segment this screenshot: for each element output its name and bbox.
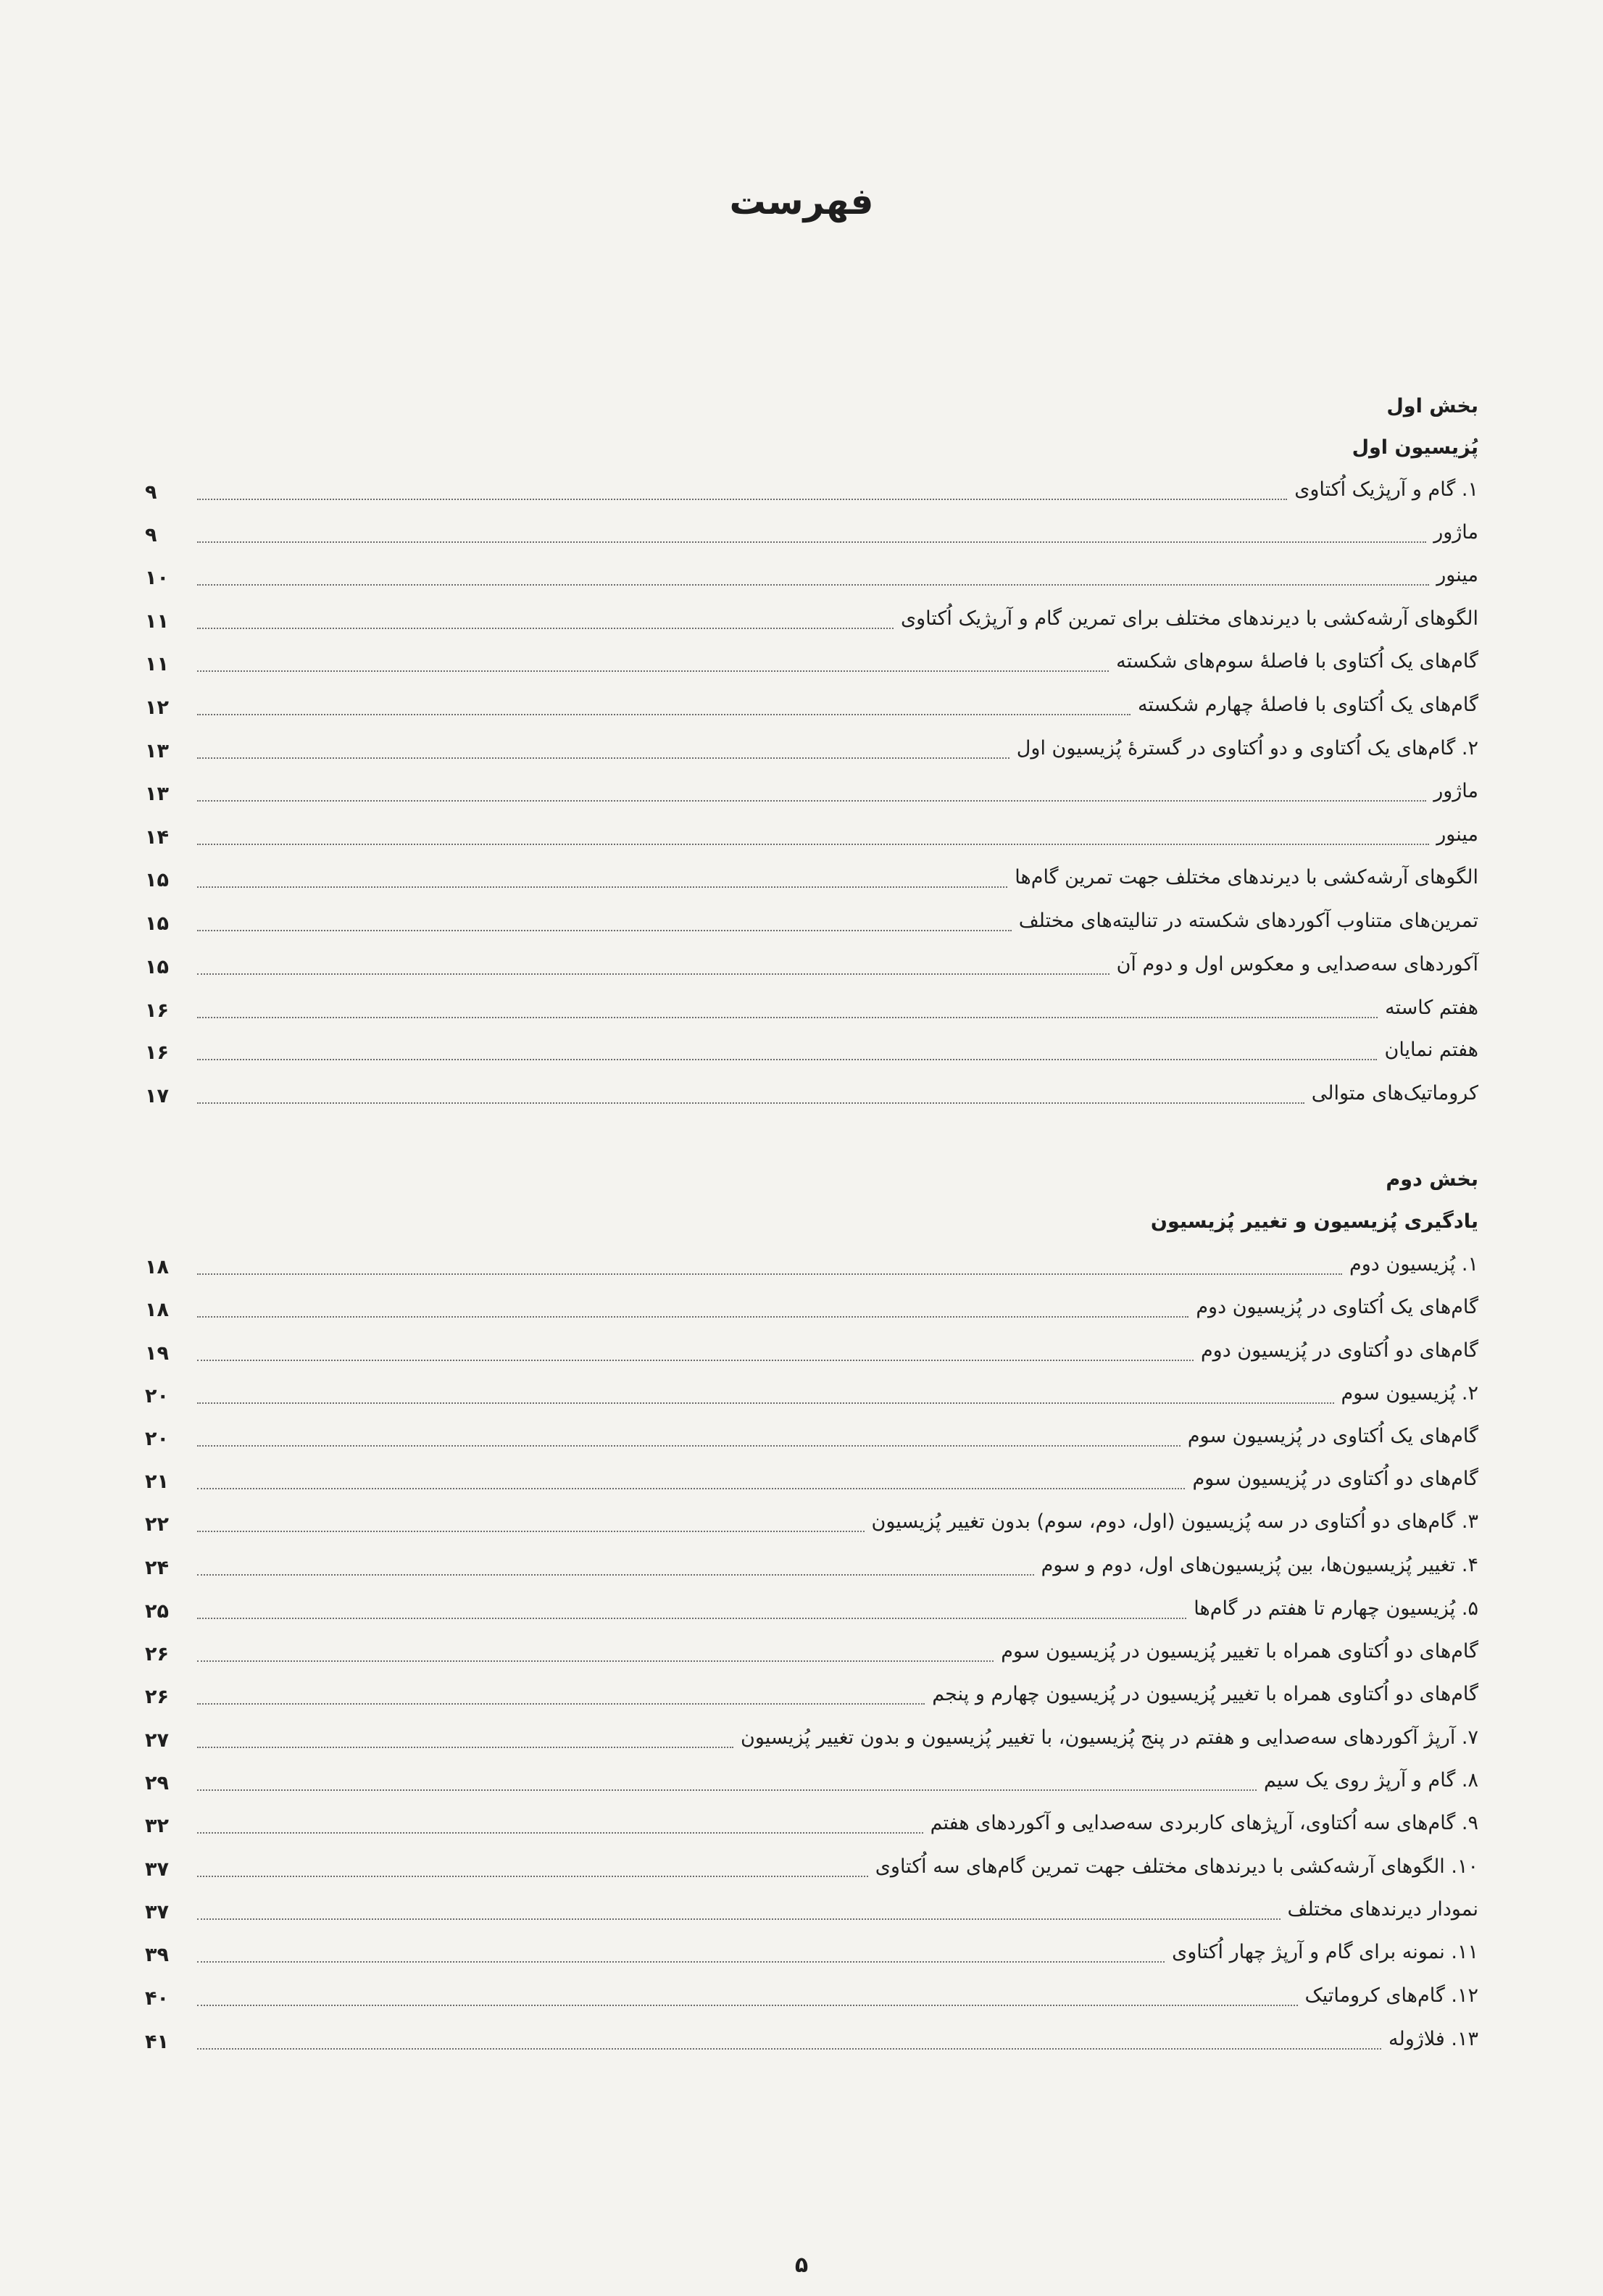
dot-leader: [197, 1402, 1334, 1404]
dot-leader: [197, 844, 1429, 845]
toc-entry-page-number: ۱۱: [145, 610, 169, 633]
dot-leader: [197, 714, 1131, 715]
toc-entry: [145, 549, 1478, 593]
dot-leader: [197, 670, 1109, 672]
toc-entry-label: ۱۲. گام‌های کروماتیک: [1304, 1984, 1478, 2007]
toc-entry-label: ۱. گام و آرپژیک اُکتاوی: [1294, 478, 1478, 501]
toc-entry-page-number: ۲۰: [145, 1385, 169, 1407]
toc-entry: [145, 507, 1478, 550]
toc-entry: [145, 1970, 1478, 2013]
toc-entry: [145, 1884, 1478, 1927]
section-heading: [145, 380, 1478, 424]
toc-entry: [145, 1712, 1478, 1755]
dot-leader: [197, 1618, 1186, 1619]
dot-leader: [197, 800, 1426, 802]
toc-entry-label: ۳. گام‌های دو اُکتاوی در سه پُزیسیون (اول، دوم، سوم) بدون تغییر پُزیسیون: [871, 1510, 1478, 1533]
toc-entry-page-number: ۲۷: [145, 1729, 169, 1752]
section-subheading-label: یادگیری پُزیسیون و تغییر پُزیسیون: [1150, 1210, 1478, 1233]
toc-entry-label: ۹. گام‌های سه اُکتاوی، آرپژهای کاربردی سه‌صدایی و آکوردهای هفتم: [930, 1812, 1478, 1834]
toc-entry: [145, 1068, 1478, 1111]
section-heading-label: بخش دوم: [1386, 1168, 1478, 1191]
dot-leader: [197, 628, 894, 629]
toc-entry-label: مینور: [1436, 823, 1478, 846]
dot-leader: [197, 1316, 1188, 1318]
dot-leader: [197, 1832, 923, 1834]
section-heading-label: بخش اول: [1386, 395, 1478, 417]
toc-entry-page-number: ۲۹: [145, 1772, 169, 1794]
dot-leader: [197, 1059, 1377, 1060]
dot-leader: [197, 1918, 1281, 1920]
dot-leader: [197, 1574, 1034, 1576]
toc-entry-page-number: ۱۹: [145, 1342, 169, 1365]
toc-entry: [145, 464, 1478, 507]
toc-entry-page-number: ۲۴: [145, 1557, 169, 1579]
dot-leader: [197, 584, 1429, 586]
toc-entry-page-number: ۱۳: [145, 783, 169, 805]
dot-leader: [197, 973, 1109, 975]
section-subheading-label: پُزیسیون اول: [1352, 436, 1478, 459]
toc-entry-page-number: ۹: [145, 524, 157, 546]
toc-entry-label: ۴. تغییر پُزیسیون‌ها، بین پُزیسیون‌های اول، دوم و سوم: [1041, 1554, 1478, 1576]
toc-entry-page-number: ۱۱: [145, 653, 169, 675]
dot-leader: [197, 2005, 1298, 2006]
toc-entry-page-number: ۲۲: [145, 1513, 169, 1536]
dot-leader: [197, 1273, 1342, 1275]
toc-entry: [145, 1797, 1478, 1841]
toc-entry-page-number: ۱۵: [145, 956, 169, 978]
dot-leader: [197, 886, 1007, 888]
toc-entry-label: گام‌های دو اُکتاوی همراه با تغییر پُزیسیون در پُزیسیون چهارم و پنجم: [932, 1683, 1478, 1705]
toc-entry-page-number: ۱۴: [145, 826, 169, 849]
toc-entry: [145, 1841, 1478, 1884]
toc-entry-label: ۱. پُزیسیون دوم: [1349, 1253, 1478, 1276]
toc-entry-label: ۸. گام و آرپژ روی یک سیم: [1263, 1769, 1478, 1792]
toc-entry-label: ۲. گام‌های یک اُکتاوی و دو اُکتاوی در گسترهٔ پُزیسیون اول: [1016, 737, 1478, 760]
toc-entry-label: هفتم کاسته: [1385, 997, 1478, 1019]
toc-entry-page-number: ۱۸: [145, 1256, 169, 1278]
toc-entry: [145, 679, 1478, 723]
toc-entry-label: گام‌های دو اُکتاوی در پُزیسیون سوم: [1192, 1468, 1478, 1490]
toc-entry: [145, 1281, 1478, 1325]
toc-entry: [145, 1539, 1478, 1583]
toc-entry: [145, 1024, 1478, 1068]
dot-leader: [197, 757, 1009, 759]
dot-leader: [197, 1961, 1165, 1963]
toc-entry: [145, 895, 1478, 939]
toc-entry: [145, 982, 1478, 1026]
toc-entry-label: الگوهای آرشه‌کشی با دیرندهای مختلف جهت تمرین گام‌ها: [1015, 866, 1478, 889]
dot-leader: [197, 541, 1426, 543]
page-title: فهرست: [729, 180, 874, 222]
toc-entry: [145, 1453, 1478, 1497]
toc-entry: [145, 723, 1478, 766]
toc-entry-label: تمرین‌های متناوب آکوردهای شکسته در تنالیته‌های مختلف: [1018, 910, 1478, 932]
toc-entry-label: گام‌های یک اُکتاوی در پُزیسیون دوم: [1196, 1296, 1478, 1318]
toc-entry-page-number: ۱۶: [145, 1041, 169, 1064]
dot-leader: [197, 1360, 1194, 1361]
toc-entry: [145, 1583, 1478, 1626]
toc-entry: [145, 1668, 1478, 1712]
toc-entry-label: ۱۳. فلاژوله: [1388, 2028, 1478, 2050]
toc-entry: [145, 2013, 1478, 2057]
toc-entry: [145, 593, 1478, 636]
toc-entry: [145, 1368, 1478, 1411]
toc-entry-label: گام‌های دو اُکتاوی همراه با تغییر پُزیسیون در پُزیسیون سوم: [1001, 1640, 1478, 1663]
toc-entry-page-number: ۱۲: [145, 696, 169, 719]
toc-entry-label: آکوردهای سه‌صدایی و معکوس اول و دوم آن: [1116, 953, 1478, 976]
toc-entry-label: الگوهای آرشه‌کشی با دیرندهای مختلف برای تمرین گام و آرپژیک اُکتاوی: [901, 607, 1478, 630]
toc-entry-page-number: ۳۹: [145, 1944, 169, 1966]
dot-leader: [197, 2048, 1381, 2050]
toc-entry-page-number: ۳۲: [145, 1815, 169, 1837]
toc-entry-label: گام‌های دو اُکتاوی در پُزیسیون دوم: [1200, 1339, 1478, 1362]
dot-leader: [197, 1531, 865, 1532]
toc-entry-label: کروماتیک‌های متوالی: [1311, 1082, 1478, 1105]
toc-entry: [145, 1626, 1478, 1669]
toc-entry-label: گام‌های یک اُکتاوی با فاصلهٔ چهارم شکسته: [1137, 694, 1478, 716]
toc-entry-label: ۲. پُزیسیون سوم: [1341, 1382, 1478, 1405]
toc-entry-label: نمودار دیرندهای مختلف: [1287, 1898, 1478, 1921]
dot-leader: [197, 1488, 1185, 1489]
toc-entry: [145, 809, 1478, 852]
dot-leader: [197, 1703, 925, 1705]
toc-entry-page-number: ۹: [145, 481, 157, 504]
toc-entry-page-number: ۱۶: [145, 999, 169, 1022]
toc-entry-page-number: ۱۵: [145, 912, 169, 935]
toc-entry: [145, 1410, 1478, 1454]
toc-entry-label: هفتم نمایان: [1384, 1039, 1478, 1061]
table-of-contents: [0, 362, 1603, 2102]
toc-entry-label: ماژور: [1433, 780, 1478, 802]
toc-entry-page-number: ۲۰: [145, 1428, 169, 1450]
section-subheading: [145, 422, 1478, 465]
toc-entry-label: گام‌های یک اُکتاوی در پُزیسیون سوم: [1187, 1425, 1478, 1447]
toc-entry-label: ۷. آرپژ آکوردهای سه‌صدایی و هفتم در پنج پُزیسیون، با تغییر پُزیسیون و بدون تغییر پُزیسیون: [741, 1726, 1478, 1749]
toc-entry-page-number: ۱۵: [145, 869, 169, 891]
footer-page-number: ۵: [794, 2253, 809, 2278]
section-heading: [145, 1154, 1478, 1197]
toc-entry-label: ۵. پُزیسیون چهارم تا هفتم در گام‌ها: [1194, 1597, 1478, 1620]
dot-leader: [197, 1102, 1304, 1104]
toc-entry: [145, 1755, 1478, 1798]
toc-entry: [145, 1325, 1478, 1368]
toc-entry: [145, 636, 1478, 679]
toc-entry: [145, 765, 1478, 809]
toc-entry-page-number: ۲۶: [145, 1686, 169, 1708]
toc-entry-label: ماژور: [1433, 521, 1478, 544]
toc-entry-page-number: ۴۱: [145, 2031, 169, 2053]
toc-entry-label: مینور: [1436, 564, 1478, 586]
dot-leader: [197, 930, 1012, 931]
dot-leader: [197, 1660, 994, 1662]
toc-entry-label: ۱۱. نمونه برای گام و آرپژ چهار اُکتاوی: [1172, 1941, 1478, 1963]
toc-entry: [145, 1239, 1478, 1282]
dot-leader: [197, 1789, 1257, 1791]
toc-entry-page-number: ۱۳: [145, 740, 169, 762]
dot-leader: [197, 1876, 868, 1877]
toc-entry-label: گام‌های یک اُکتاوی با فاصلهٔ سوم‌های شکسته: [1116, 650, 1478, 673]
toc-entry-page-number: ۲۱: [145, 1471, 169, 1493]
toc-entry: [145, 939, 1478, 982]
toc-entry-page-number: ۴۰: [145, 1987, 169, 2010]
toc-entry-page-number: ۱۰: [145, 567, 169, 589]
section-subheading: [145, 1196, 1478, 1239]
dot-leader: [197, 499, 1287, 500]
toc-entry-page-number: ۳۷: [145, 1858, 169, 1881]
toc-entry-page-number: ۱۷: [145, 1085, 169, 1107]
toc-entry-page-number: ۲۶: [145, 1643, 169, 1665]
dot-leader: [197, 1017, 1378, 1018]
toc-entry-label: ۱۰. الگوهای آرشه‌کشی با دیرندهای مختلف جهت تمرین گام‌های سه اُکتاوی: [875, 1855, 1478, 1878]
dot-leader: [197, 1445, 1181, 1447]
toc-entry-page-number: ۲۵: [145, 1600, 169, 1623]
dot-leader: [197, 1747, 733, 1748]
toc-entry-page-number: ۳۷: [145, 1901, 169, 1923]
toc-entry: [145, 1496, 1478, 1539]
toc-entry: [145, 852, 1478, 895]
toc-entry: [145, 1926, 1478, 1970]
toc-entry-page-number: ۱۸: [145, 1299, 169, 1321]
